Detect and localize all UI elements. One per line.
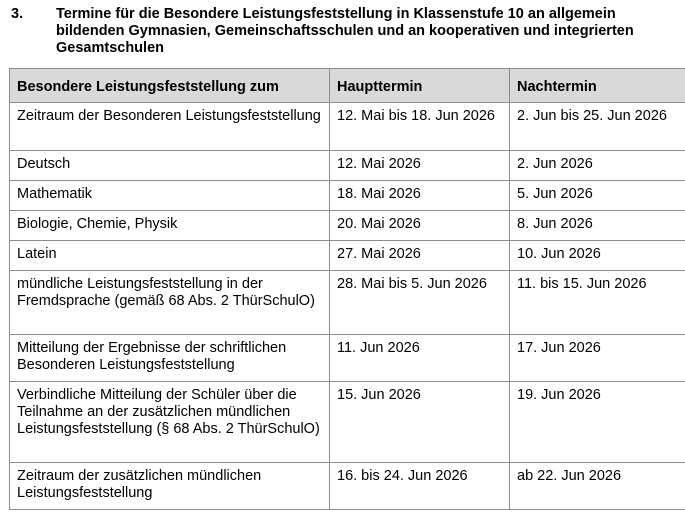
- table-row: [10, 271, 685, 335]
- section-title: Termine für die Besondere Leistungsfeststellung in Klassenstufe 10 an allgemein bildenden Gymnasien, Gemeinschaftsschulen und an kooperativen und integrierten Gesamtschulen: [56, 6, 634, 56]
- makeup-date-cell: 19. Jun 2026: [510, 382, 685, 463]
- row-label: Zeitraum der zusätzlichen mündlichen Leistungsfeststellung: [10, 463, 330, 510]
- row-label: Mathematik: [10, 181, 330, 211]
- column-header-subject: Besondere Leistungsfeststellung zum: [10, 69, 330, 103]
- makeup-date-cell: 5. Jun 2026: [510, 181, 685, 211]
- row-label: Mitteilung der Ergebnisse der schriftlichen Besonderen Leistungsfeststellung: [10, 335, 330, 382]
- main-date-cell: 11. Jun 2026: [330, 335, 510, 382]
- table-row: [10, 151, 685, 181]
- main-date-cell: 16. bis 24. Jun 2026: [330, 463, 510, 510]
- column-header-makeup-date: Nachtermin: [510, 69, 685, 103]
- row-label: Deutsch: [10, 151, 330, 181]
- table-header-row: [10, 69, 685, 103]
- main-date-cell: 12. Mai bis 18. Jun 2026: [330, 103, 510, 151]
- schedule-table: [9, 68, 685, 510]
- main-date-cell: 12. Mai 2026: [330, 151, 510, 181]
- makeup-date-cell: 11. bis 15. Jun 2026: [510, 271, 685, 335]
- makeup-date-cell: 2. Jun 2026: [510, 151, 685, 181]
- main-date-cell: 20. Mai 2026: [330, 211, 510, 241]
- makeup-date-cell: 10. Jun 2026: [510, 241, 685, 271]
- table-row: [10, 335, 685, 382]
- row-label: Latein: [10, 241, 330, 271]
- table-row: [10, 463, 685, 510]
- table-row: [10, 103, 685, 151]
- main-date-cell: 15. Jun 2026: [330, 382, 510, 463]
- makeup-date-cell: ab 22. Jun 2026: [510, 463, 685, 510]
- table-row: [10, 181, 685, 211]
- section-number: 3.: [11, 6, 24, 22]
- main-date-cell: 18. Mai 2026: [330, 181, 510, 211]
- main-date-cell: 28. Mai bis 5. Jun 2026: [330, 271, 510, 335]
- column-header-main-date: Haupttermin: [330, 69, 510, 103]
- makeup-date-cell: 8. Jun 2026: [510, 211, 685, 241]
- row-label: Biologie, Chemie, Physik: [10, 211, 330, 241]
- row-label: Zeitraum der Besonderen Leistungsfeststellung: [10, 103, 330, 151]
- row-label: mündliche Leistungsfeststellung in der Fremdsprache (gemäß 68 Abs. 2 ThürSchulO): [10, 271, 330, 335]
- table-row: [10, 211, 685, 241]
- main-date-cell: 27. Mai 2026: [330, 241, 510, 271]
- table-row: [10, 382, 685, 463]
- makeup-date-cell: 17. Jun 2026: [510, 335, 685, 382]
- section-heading: [11, 6, 681, 57]
- row-label: Verbindliche Mitteilung der Schüler über die Teilnahme an der zusätzlichen mündlichen Leistungsfeststellung (§ 68 Abs. 2 ThürSchulO): [10, 382, 330, 463]
- table-row: [10, 241, 685, 271]
- makeup-date-cell: 2. Jun bis 25. Jun 2026: [510, 103, 685, 151]
